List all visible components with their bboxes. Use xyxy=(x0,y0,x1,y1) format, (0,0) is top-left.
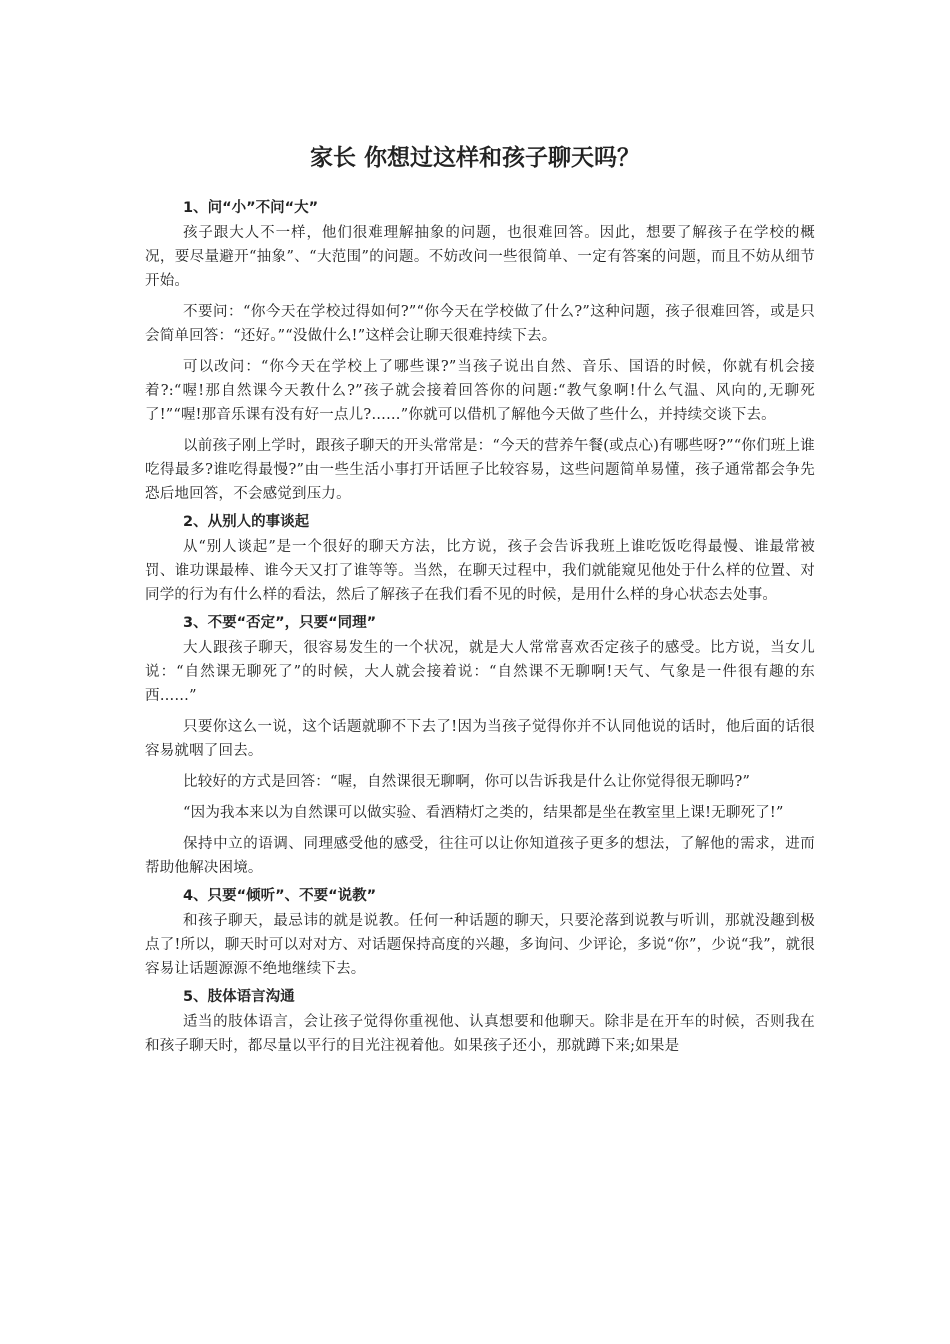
paragraph: 比较好的方式是回答：“喔，自然课很无聊啊，你可以告诉我是什么让你觉得很无聊吗?” xyxy=(183,774,751,790)
document-title: 家长 你想过这样和孩子聊天吗？ xyxy=(309,145,640,171)
paragraph: 适当的肢体语言，会让孩子觉得你重视他、认真想要和他聊天。除非是在开车的时候，否则我在和孩子聊天时，都尽量以平行的目光注视着他。如果孩子还小，那就蹲下来;如果是 xyxy=(145,1014,815,1054)
paragraph: 从“别人谈起”是一个很好的聊天方法，比方说，孩子会告诉我班上谁吃饭吃得最慢、谁最常被罚、谁功课最棒、谁今天又打了谁等等。当然，在聊天过程中，我们就能窥见他处于什么样的位置、对同学的行为有什么样的看法，然后了解孩子在我们看不见的时候，是用什么样的身心状态去处事。 xyxy=(145,539,815,603)
section-heading: 4、只要“倾听”、不要“说教” xyxy=(183,888,377,904)
paragraph: 大人跟孩子聊天，很容易发生的一个状况，就是大人常常喜欢否定孩子的感受。比方说，当女儿说：“自然课无聊死了”的时候，大人就会接着说：“自然课不无聊啊!天气、气象是一件很有趣的东西……” xyxy=(145,640,815,704)
document-body xyxy=(145,196,815,1065)
paragraph: 孩子跟大人不一样，他们很难理解抽象的问题，也很难回答。因此，想要了解孩子在学校的概况，要尽量避开“抽象”、“大范围”的问题。不妨改问一些很简单、一定有答案的问题，而且不妨从细节开始。 xyxy=(145,225,815,289)
section-heading: 2、从别人的事谈起 xyxy=(183,514,310,530)
paragraph: 以前孩子刚上学时，跟孩子聊天的开头常常是：“今天的营养午餐(或点心)有哪些呀?”“你们班上谁吃得最多?谁吃得最慢?”由一些生活小事打开话匣子比较容易，这些问题简单易懂，孩子通常都会争先恐后地回答，不会感觉到压力。 xyxy=(145,438,815,502)
paragraph: 保持中立的语调、同理感受他的感受，往往可以让你知道孩子更多的想法，了解他的需求，进而帮助他解决困境。 xyxy=(145,836,815,876)
paragraph: 不要问：“你今天在学校过得如何?”“你今天在学校做了什么?”这种问题，孩子很难回答，或是只会简单回答：“还好。”“没做什么!”这样会让聊天很难持续下去。 xyxy=(145,304,815,344)
section-heading: 3、不要“否定”，只要“同理” xyxy=(183,615,377,631)
paragraph: 可以改问：“你今天在学校上了哪些课?”当孩子说出自然、音乐、国语的时候，你就有机会接着?:“喔!那自然课今天教什么?”孩子就会接着回答你的问题:“教气象啊!什么气温、风向的,无聊死了!”“喔!那音乐课有没有好一点儿?……”你就可以借机了解他今天做了些什么，并持续交谈下去。 xyxy=(145,359,815,423)
section-heading: 5、肢体语言沟通 xyxy=(183,989,295,1005)
paragraph: 和孩子聊天，最忌讳的就是说教。任何一种话题的聊天，只要沦落到说教与听训，那就没趣到极点了!所以，聊天时可以对对方、对话题保持高度的兴趣，多询问、少评论，多说“你”，少说“我”，就很容易让话题源源不绝地继续下去。 xyxy=(145,913,815,977)
paragraph: “因为我本来以为自然课可以做实验、看酒精灯之类的，结果都是坐在教室里上课!无聊死了!” xyxy=(183,805,784,821)
section-heading: 1、问“小”不问“大” xyxy=(183,200,319,216)
paragraph: 只要你这么一说，这个话题就聊不下去了!因为当孩子觉得你并不认同他说的话时，他后面的话很容易就咽了回去。 xyxy=(145,719,815,759)
